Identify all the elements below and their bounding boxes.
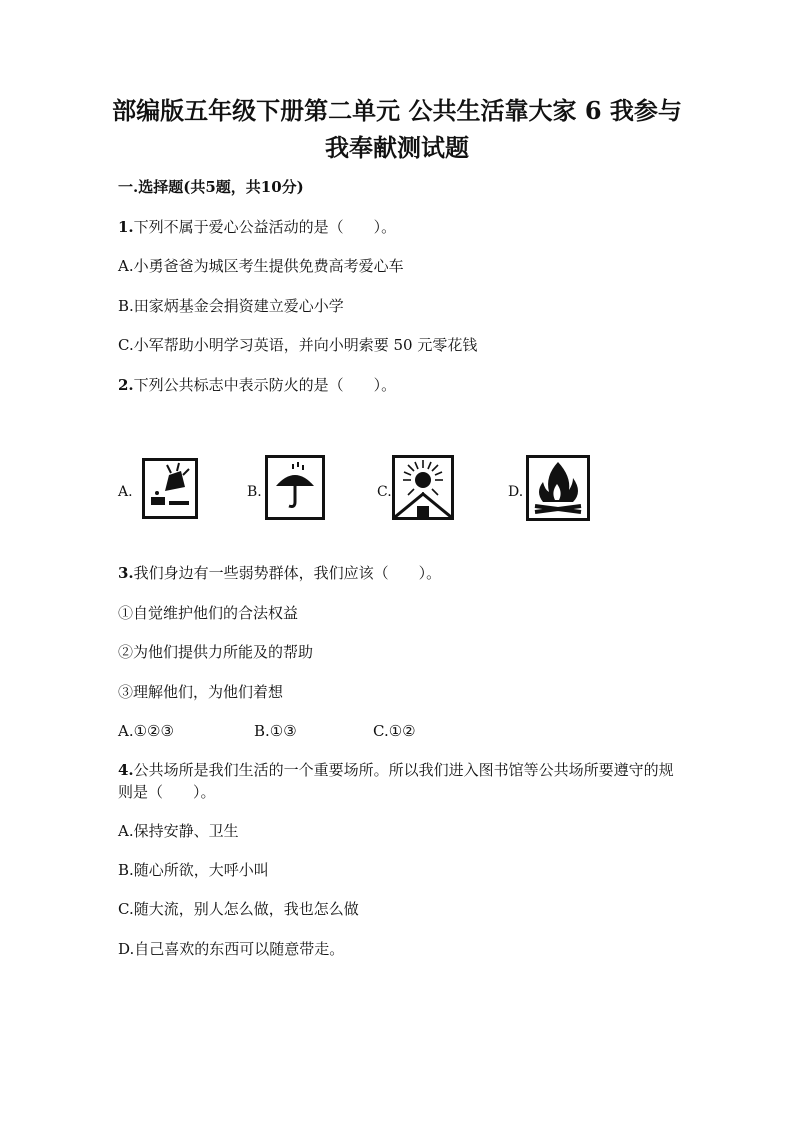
q4-option-d: D.自己喜欢的东西可以随意带走。 <box>118 940 345 958</box>
q1-option-a: A.小勇爸爸为城区考生提供免费高考爱心车 <box>118 257 404 275</box>
question-stem: 下列公共标志中表示防火的是（ ）。 <box>133 376 397 394</box>
keep-away-from-sun-sign-icon <box>392 455 454 520</box>
q2-option-b: B. <box>247 484 262 500</box>
q3-option-b: B.①③ <box>254 722 297 740</box>
question-stem: 公共场所是我们生活的一个重要场所。所以我们进入图书馆等公共场所要遵守的规则是（ ）。 <box>118 761 674 801</box>
q3-option-a: A.①②③ <box>118 722 174 740</box>
q4-option-b: B.随心所欲，大呼小叫 <box>118 861 269 879</box>
section-heading: 一.选择题(共5题，共10分) <box>118 178 304 196</box>
question-number: 4. <box>118 761 134 779</box>
keep-dry-umbrella-sign-icon <box>265 455 325 520</box>
q1-option-c: C.小军帮助小明学习英语，并向小明索要 50 元零花钱 <box>118 336 478 354</box>
question-stem: 下列不属于爱心公益活动的是（ ）。 <box>133 218 397 236</box>
q4-option-c: C.随大流，别人怎么做，我也怎么做 <box>118 900 359 918</box>
q2-option-d: D. <box>508 484 524 500</box>
q3-statement-2: ②为他们提供力所能及的帮助 <box>118 643 314 661</box>
q4-option-a: A.保持安静、卫生 <box>118 822 239 840</box>
question-number: 1. <box>118 218 134 236</box>
question-4 <box>118 759 678 803</box>
q2-option-a: A. <box>118 484 133 500</box>
question-3 <box>118 563 441 583</box>
question-stem: 我们身边有一些弱势群体，我们应该（ ）。 <box>133 564 442 582</box>
fragile-glass-sign-icon <box>142 458 198 519</box>
question-2 <box>118 375 396 395</box>
flammable-fire-sign-icon <box>526 455 590 521</box>
q2-option-c: C. <box>377 484 392 500</box>
q3-option-c: C.①② <box>373 722 416 740</box>
question-number: 3. <box>118 564 134 582</box>
question-number: 2. <box>118 376 134 394</box>
q1-option-b: B.田家炳基金会捐资建立爱心小学 <box>118 297 344 315</box>
question-1 <box>118 217 396 237</box>
page-title: 部编版五年级下册第二单元 公共生活靠大家 6 我参与 我奉献测试题 <box>112 96 682 162</box>
q3-statement-3: ③理解他们，为他们着想 <box>118 683 284 701</box>
q3-statement-1: ①自觉维护他们的合法权益 <box>118 604 299 622</box>
